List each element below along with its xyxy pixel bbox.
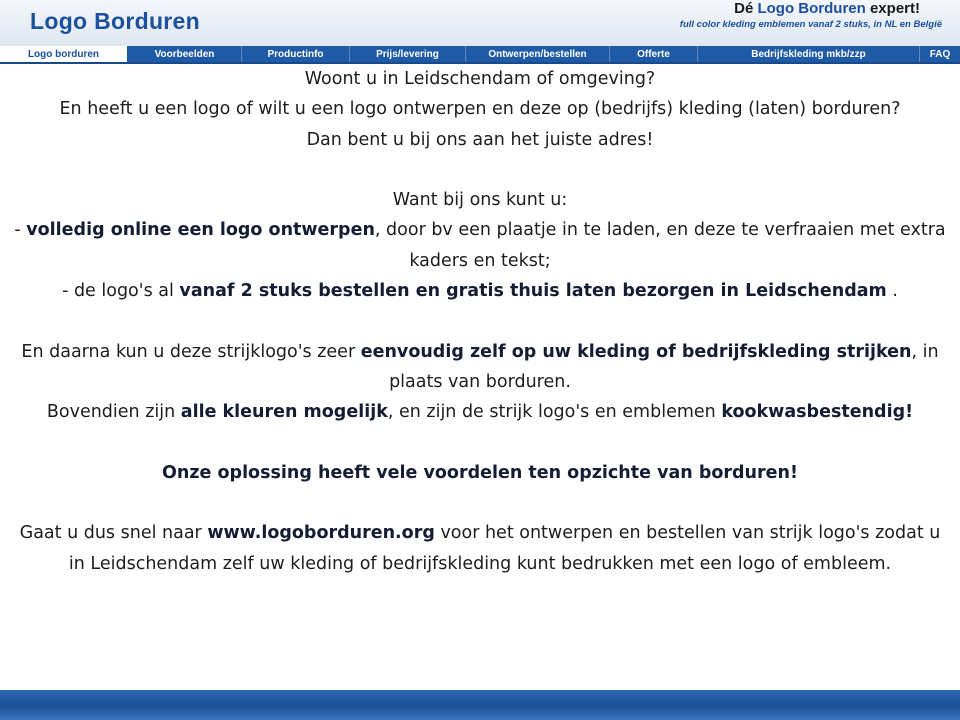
- benefit-order-delivery: - de logo's al vanaf 2 stuks bestellen en gratis thuis laten bezorgen in Leidschendam .: [62, 281, 898, 302]
- nav-faq[interactable]: FAQ: [929, 48, 951, 60]
- site-footer: [0, 690, 960, 720]
- tagline-suffix: expert!: [869, 0, 920, 17]
- tagline-subtitle: full color kleding emblemen vanaf 2 stuks, in NL en België: [679, 19, 942, 30]
- intro-logo-question: En heeft u een logo of wilt u een logo ontwerpen en deze op (bedrijfs) kleding (laten) borduren?: [59, 99, 901, 120]
- nav-bedrijfskleding[interactable]: Bedrijfskleding mkb/zzp: [698, 46, 920, 62]
- tagline-brand: Logo Borduren: [757, 0, 866, 17]
- advantages-statement: Onze oplossing heeft vele voordelen ten opzichte van borduren!: [162, 462, 798, 483]
- benefit-online-design: - volledig online een logo ontwerpen, door bv een plaatje in te laden, en deze te verfraaien met extra kaders en tekst;: [14, 220, 946, 271]
- website-link[interactable]: www.logoborduren.org: [207, 523, 435, 544]
- ironing-info: En daarna kun u deze strijklogo's zeer eenvoudig zelf op uw kleding of bedrijfskleding strijken, in plaats van borduren.: [21, 341, 939, 392]
- site-logo[interactable]: Logo Borduren: [30, 8, 200, 34]
- call-to-action: Gaat u dus snel naar www.logoborduren.org voor het ontwerpen en bestellen van strijk logo's zodat u in Leidschendam zelf uw kleding of bedrijfskleding kunt bedrukken met een logo of embleem.: [19, 523, 941, 574]
- main-nav: [0, 46, 960, 64]
- nav-logo-borduren[interactable]: Logo borduren: [0, 46, 128, 62]
- main-content: [10, 64, 950, 688]
- nav-offerte[interactable]: Offerte: [610, 46, 698, 62]
- intro-question: Woont u in Leidschendam of omgeving?: [304, 69, 656, 89]
- nav-prijs-levering[interactable]: Prijs/levering: [350, 46, 466, 62]
- tagline-prefix: Dé: [734, 0, 754, 17]
- nav-ontwerpen-bestellen[interactable]: Ontwerpen/bestellen: [466, 46, 610, 62]
- benefits-heading: Want bij ons kunt u:: [392, 190, 568, 211]
- nav-productinfo[interactable]: Productinfo: [242, 46, 350, 62]
- intro-answer: Dan bent u bij ons aan het juiste adres!: [306, 129, 654, 150]
- site-header: [0, 0, 960, 46]
- nav-voorbeelden[interactable]: Voorbeelden: [128, 46, 242, 62]
- tagline: [734, 0, 920, 17]
- colors-info: Bovendien zijn alle kleuren mogelijk, en zijn de strijk logo's en emblemen kookwasbestendig!: [46, 402, 914, 423]
